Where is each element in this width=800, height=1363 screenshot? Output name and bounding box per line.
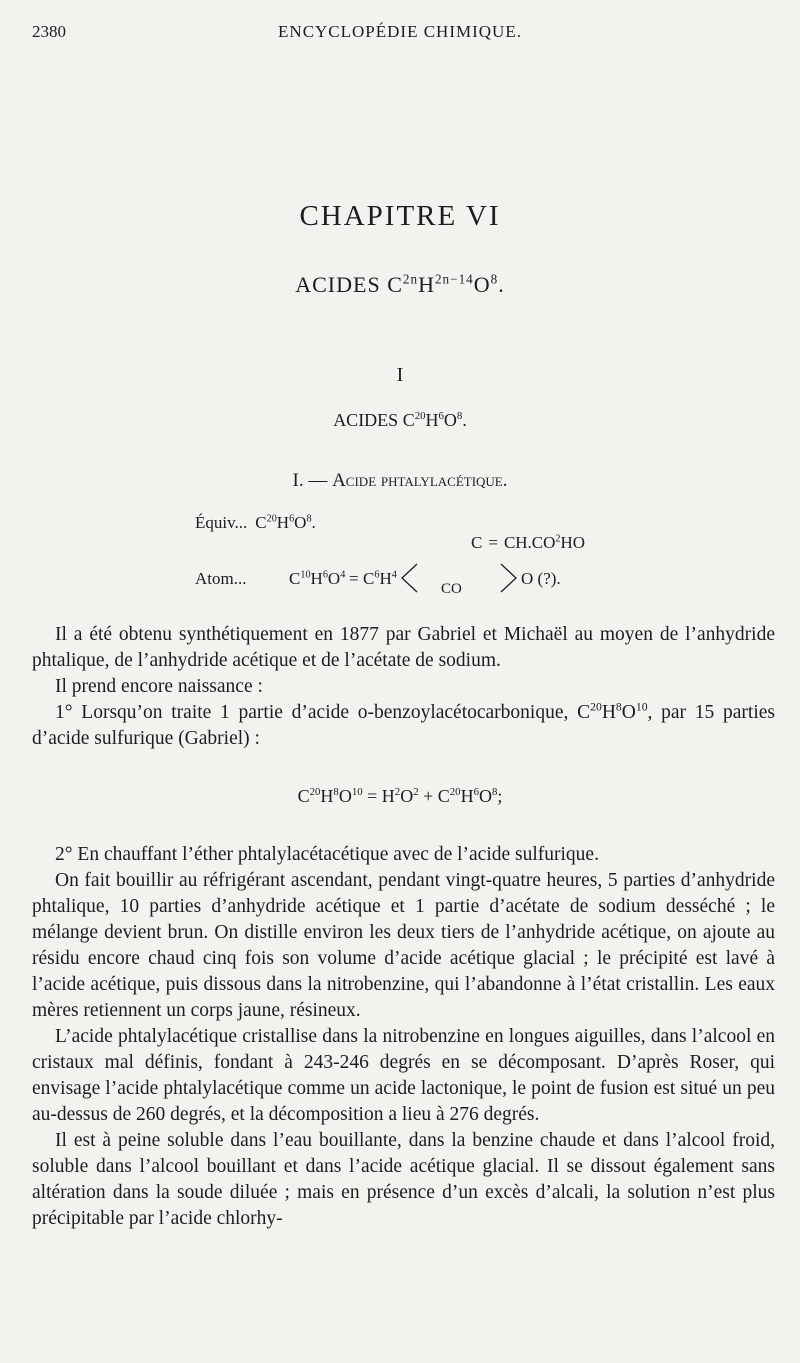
chapter-title: CHAPITRE VI bbox=[299, 200, 501, 232]
body-text-bottom bbox=[32, 842, 775, 1232]
atom-side-chain: $C = CH.CO^2HO$ bbox=[471, 533, 586, 552]
atom-formula-left: $C^{10}H^6O^4$ bbox=[289, 569, 346, 588]
atomic-structure-formula: Atom... $C^{10}H^6O^4$ = $C^6H^4$ $C = CH.CO^2HO$ CO O (?). bbox=[195, 525, 615, 615]
paragraph: 1° Lorsqu’on traite 1 partie d’acide o-benzoylacétocarbonique, $C^{20}H^8O^{10}$, par 15 parties d’acide sulfurique (Gabriel) : bbox=[32, 700, 775, 749]
paragraph: 2° En chauffant l’éther phtalylacétacétique avec de l’acide sulfurique. bbox=[55, 844, 599, 865]
atom-label: Atom... bbox=[195, 569, 247, 588]
atom-o-part: O (?). bbox=[521, 569, 561, 588]
paragraph: Il est à peine soluble dans l’eau bouillante, dans la benzine chaude et dans l’alcool froid, soluble dans l’alcool bouillant et dans l’acide acétique glacial. Il se dissout également sans altération dans la soude diluée ; mais en présence d’un excès d’alcali, la solution n’est plus précipitable par l’acide chlorhy- bbox=[32, 1130, 775, 1229]
equivalent-formula: Équiv... $C^{20}H^6O^8$. bbox=[195, 513, 316, 532]
subsection-numeral: I bbox=[396, 364, 404, 386]
page-number: 2380 bbox=[32, 22, 66, 41]
running-title: ENCYCLOPÉDIE CHIMIQUE. bbox=[278, 22, 522, 41]
body-text-top bbox=[32, 622, 775, 752]
reaction-equation: $C^{20}H^8O^{10} = H^2O^2 + C^{20}H^6O^8$; bbox=[297, 786, 503, 806]
paragraph: Il prend encore naissance : bbox=[55, 676, 263, 697]
atom-co-group: CO bbox=[441, 581, 462, 597]
atom-formula-ring: $C^6H^4$ bbox=[363, 569, 397, 588]
acids-heading: ACIDES $C^{2n}H^{2n-14}O^8$. bbox=[295, 271, 505, 297]
sub-heading: ACIDES $C^{20}H^6O^8$. bbox=[333, 410, 467, 430]
running-header bbox=[32, 22, 768, 48]
paragraph: On fait bouillir au réfrigérant ascendant, pendant vingt-quatre heures, 5 parties d’anhydride phtalique, 10 parties d’anhydride acétique et 1 partie d’acétate de sodium desséché ; le mélange devient brun. On distille environ les deux tiers de l’anhydride acétique, on ajoute au résidu encore chaud cinq fois son volume d’acide acétique glacial ; le précipité est lavé à l’acide acétique, puis dissous dans la nitrobenzine, qui l’abandonne à l’état cristallin. Les eaux mères retiennent un corps jaune, résineux. bbox=[32, 870, 775, 1021]
paragraph: Il a été obtenu synthétiquement en 1877 par Gabriel et Michaël au moyen de l’anhydride phtalique, de l’anhydride acétique et de l’acétate de sodium. bbox=[32, 624, 775, 671]
paragraph: L’acide phtalylacétique cristallise dans la nitrobenzine en longues aiguilles, dans l’alcool en cristaux mal définis, fondant à 243-246 degrés en se décomposant. D’après Roser, qui envisage l’acide phtalylacétique comme un acide lactonique, le point de fusion est situé un peu au-dessus de 260 degrés, et la décomposition a lieu à 276 degrés. bbox=[32, 1026, 775, 1125]
section-title: I. — Acide phtalylacétique. bbox=[292, 470, 508, 491]
